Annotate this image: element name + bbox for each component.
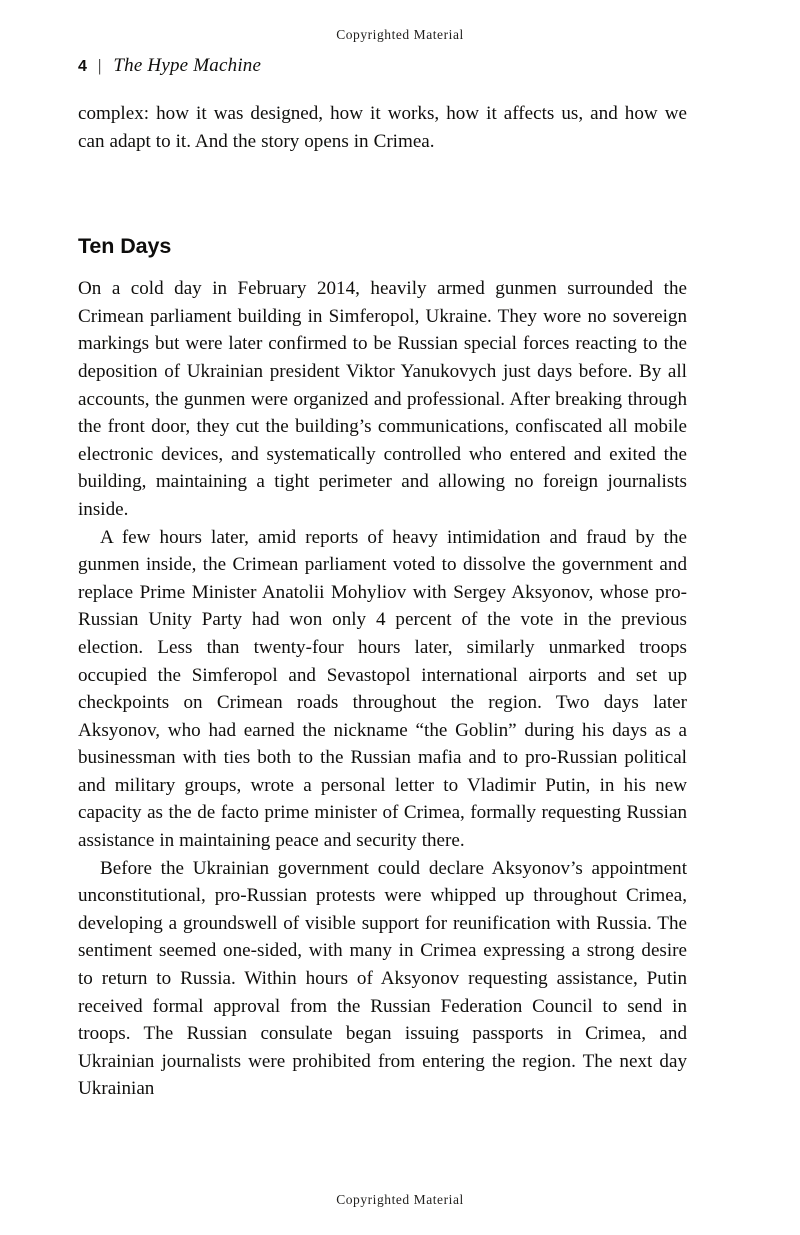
- page-number: 4: [78, 58, 88, 75]
- spacer: [78, 259, 687, 275]
- running-head: [78, 55, 261, 77]
- copyright-watermark-bottom: Copyrighted Material: [336, 1192, 464, 1207]
- running-head-separator: |: [97, 56, 102, 75]
- section-heading: Ten Days: [78, 234, 172, 259]
- copyright-watermark-top: Copyrighted Material: [336, 27, 464, 42]
- paragraph-1: On a cold day in February 2014, heavily armed gunmen surrounded the Crimean parliament building in Simferopol, Ukraine. They wore no sovereign markings but were later confirmed to be Russian special forces reacting to the deposition of Ukrainian president Viktor Yanukovych just days before. By all accounts, the gunmen were organized and professional. After breaking through the front door, they cut the building’s communications, confiscated all mobile electronic devices, and systematically controlled who entered and exited the building, maintaining a tight perimeter and allowing no foreign journalists inside.: [78, 278, 687, 520]
- book-title: The Hype Machine: [113, 55, 262, 76]
- paragraph-continuation: complex: how it was designed, how it works, how it affects us, and how we can adapt to it. And the story opens in Crimea.: [78, 103, 687, 152]
- spacer: [78, 155, 687, 234]
- paragraph-2: A few hours later, amid reports of heavy intimidation and fraud by the gunmen inside, the Crimean parliament voted to dissolve the government and replace Prime Minister Anatolii Mohyliov with Sergey Aksyonov, whose pro-Russian Unity Party had won only 4 percent of the vote in the previous election. Less than twenty-four hours later, similarly unmarked troops occupied the Simferopol and Sevastopol international airports and set up checkpoints on Crimean roads throughout the region. Two days later Aksyonov, who had earned the nickname “the Goblin” during his days as a businessman with ties both to the Russian mafia and to pro-Russian political and military groups, wrote a personal letter to Vladimir Putin, in his new capacity as the de facto prime minister of Crimea, formally requesting Russian assistance in maintaining peace and security there.: [78, 526, 687, 852]
- paragraph-3: Before the Ukrainian government could declare Aksyonov’s appointment unconstitutional, pro-Russian protests were whipped up throughout Crimea, developing a groundswell of visible support for reunification with Russia. The sentiment seemed one-sided, with many in Crimea expressing a strong desire to return to Russia. Within hours of Aksyonov requesting assistance, Putin received formal approval from the Russian Federation Council to send in troops. The Russian consulate began issuing passports in Crimea, and Ukrainian journalists were prohibited from entering the region. The next day Ukrainian: [78, 857, 687, 1100]
- body-text-column: [78, 100, 687, 1103]
